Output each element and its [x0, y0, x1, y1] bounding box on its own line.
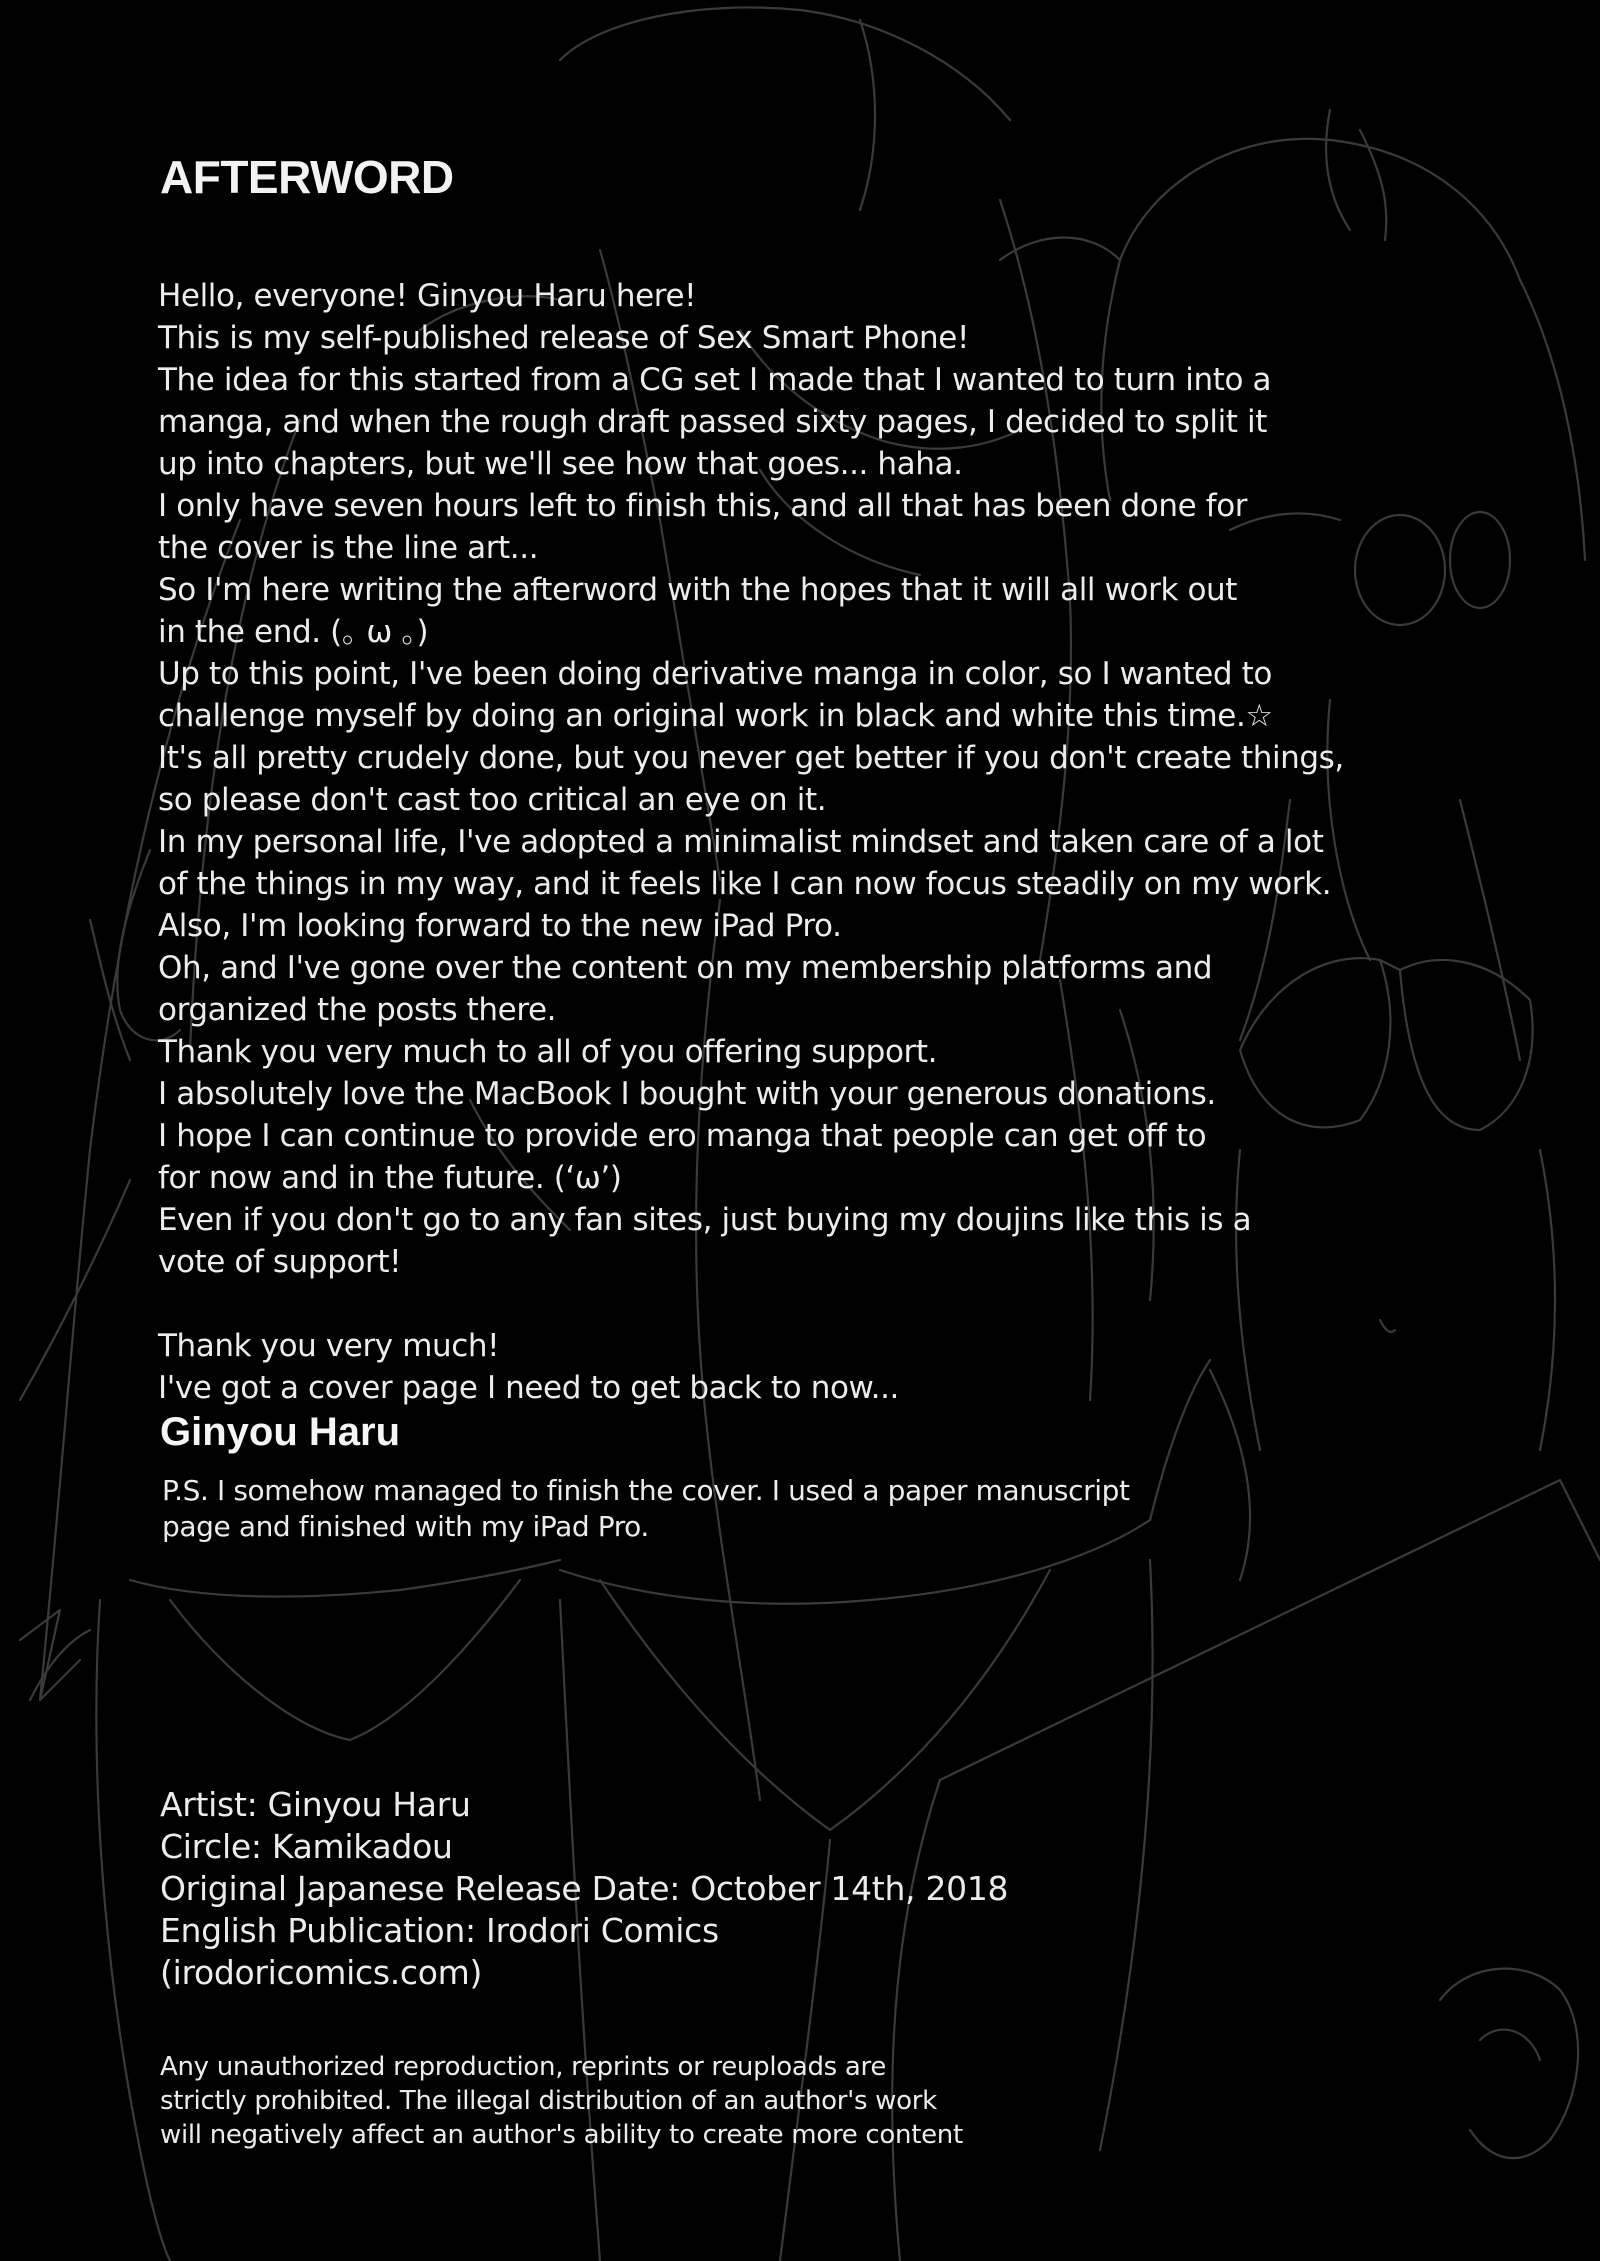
afterword-content [158, 150, 1388, 1545]
author-signature: Ginyou Haru [160, 1410, 401, 1455]
body-line: in the end. (｡ ω ｡) [158, 614, 429, 651]
body-line: I absolutely love the MacBook I bought with your generous donations. [158, 1076, 1216, 1113]
body-line: vote of support! [158, 1244, 402, 1281]
body-line: In my personal life, I've adopted a minimalist mindset and taken care of a lot [158, 824, 1324, 861]
body-line: Thank you very much! [158, 1328, 500, 1365]
body-line: of the things in my way, and it feels like I can now focus steadily on my work. [158, 866, 1332, 903]
body-line: Even if you don't go to any fan sites, just buying my doujins like this is a [158, 1202, 1252, 1239]
body-line: Up to this point, I've been doing derivative manga in color, so I wanted to [158, 656, 1272, 693]
body-spacer [158, 1283, 1388, 1325]
body-line: I've got a cover page I need to get back to now... [158, 1370, 899, 1407]
copyright-notice [160, 2050, 963, 2152]
body-line: challenge myself by doing an original work in black and white this time.☆ [158, 698, 1273, 735]
notice-line: Any unauthorized reproduction, reprints or reuploads are [160, 2052, 887, 2082]
ps-line: page and finished with my iPad Pro. [162, 1510, 649, 1544]
publication-credits [160, 1784, 1008, 1994]
body-line: organized the posts there. [158, 992, 557, 1029]
afterword-body [158, 275, 1388, 1409]
body-line: Oh, and I've gone over the content on my membership platforms and [158, 950, 1213, 987]
body-line: I hope I can continue to provide ero manga that people can get off to [158, 1118, 1207, 1155]
notice-line: strictly prohibited. The illegal distribution of an author's work [160, 2086, 937, 2116]
body-line: so please don't cast too critical an eye on it. [158, 782, 827, 819]
ps-line: P.S. I somehow managed to finish the cover. I used a paper manuscript [162, 1474, 1130, 1508]
postscript [158, 1473, 1388, 1545]
notice-line: will negatively affect an author's ability to create more content [160, 2120, 963, 2150]
body-line: The idea for this started from a CG set I made that I wanted to turn into a [158, 362, 1272, 399]
body-line: It's all pretty crudely done, but you never get better if you don't create things, [158, 740, 1344, 777]
body-line: for now and in the future. (‘ω’) [158, 1160, 622, 1197]
body-line: So I'm here writing the afterword with the hopes that it will all work out [158, 572, 1238, 609]
credit-publisher: English Publication: Irodori Comics [160, 1911, 719, 1950]
credit-publisher-site: (irodoricomics.com) [160, 1953, 483, 1992]
body-line: I only have seven hours left to finish this, and all that has been done for [158, 488, 1248, 525]
body-line: the cover is the line art... [158, 530, 539, 567]
body-line: up into chapters, but we'll see how that goes... haha. [158, 446, 963, 483]
credit-circle: Circle: Kamikadou [160, 1827, 453, 1866]
body-line: Hello, everyone! Ginyou Haru here! [158, 278, 697, 315]
credit-artist: Artist: Ginyou Haru [160, 1785, 471, 1824]
afterword-title: AFTERWORD [160, 151, 454, 203]
body-line: Thank you very much to all of you offering support. [158, 1034, 938, 1071]
credit-release-date: Original Japanese Release Date: October 14th, 2018 [160, 1869, 1009, 1908]
body-line: This is my self-published release of Sex Smart Phone! [158, 320, 970, 357]
body-line: manga, and when the rough draft passed sixty pages, I decided to split it [158, 404, 1267, 441]
body-line: Also, I'm looking forward to the new iPad Pro. [158, 908, 842, 945]
